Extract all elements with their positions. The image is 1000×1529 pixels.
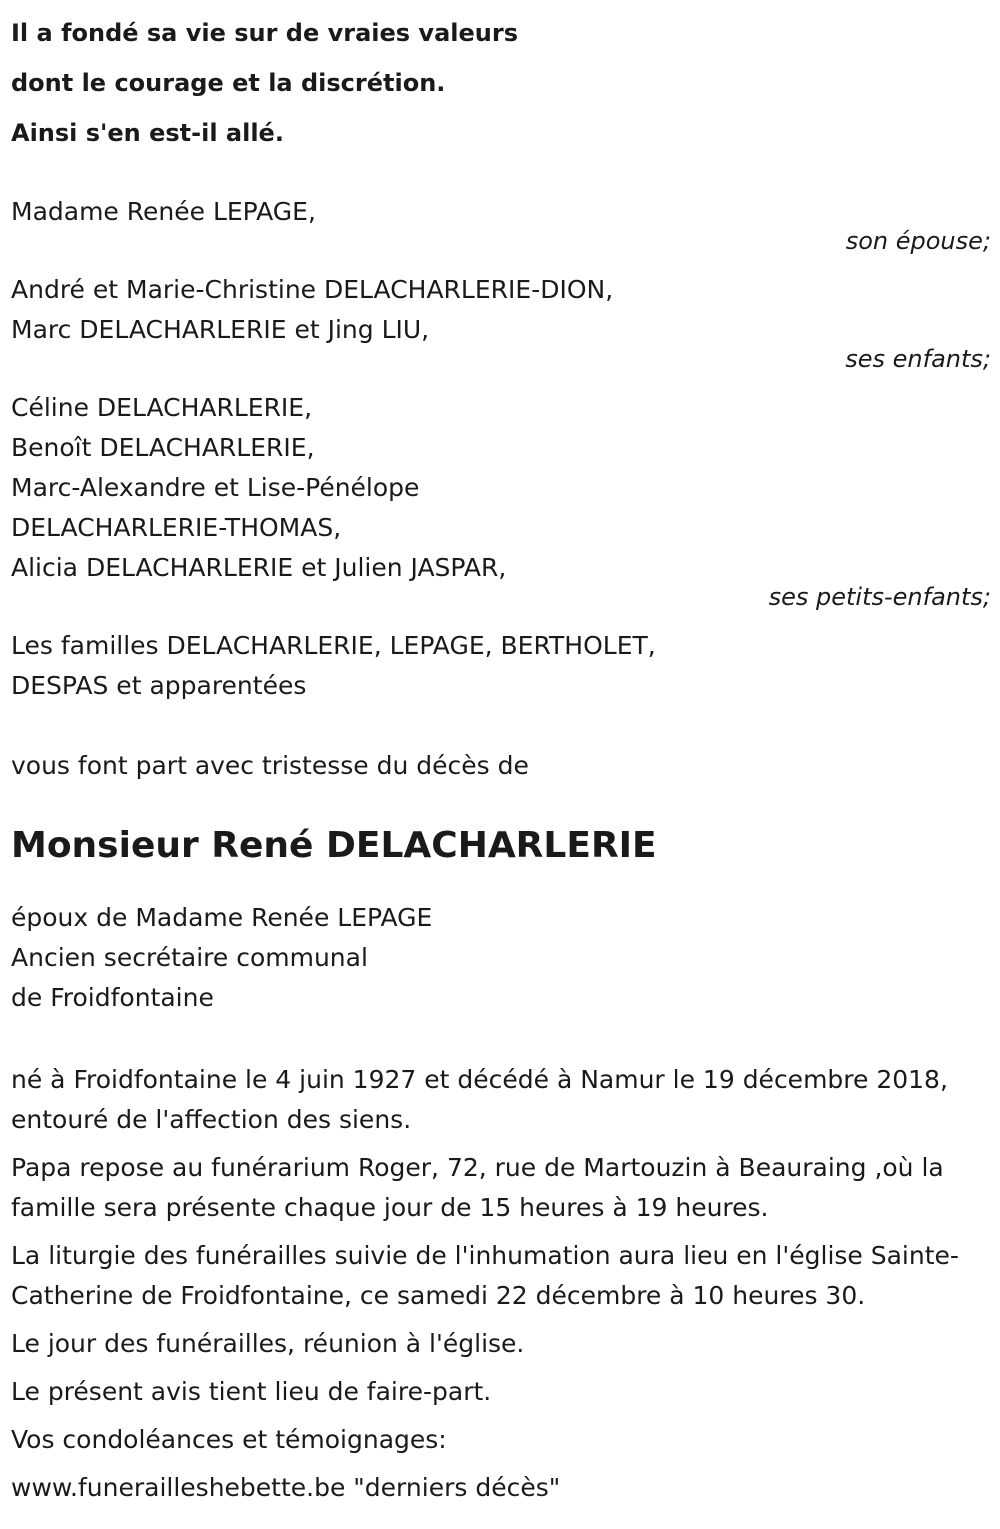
condolences-label: Vos condoléances et témoignages: — [11, 1425, 447, 1454]
family-name: DELACHARLERIE-THOMAS, — [11, 513, 342, 542]
family-name: DESPAS et apparentées — [11, 671, 307, 700]
title-line: Ancien secrétaire communal — [11, 943, 368, 972]
family-group-grandchildren — [11, 388, 991, 612]
family-name: Madame Renée LEPAGE, — [11, 197, 316, 226]
family-name: André et Marie-Christine DELACHARLERIE-DION, — [11, 275, 614, 304]
family-role: ses petits-enfants; — [768, 583, 991, 611]
epigraph-line: dont le courage et la discrétion. — [11, 69, 446, 97]
title-line: de Froidfontaine — [11, 983, 214, 1012]
deceased-titles — [11, 898, 991, 1018]
epigraph — [11, 8, 991, 158]
meeting-paragraph: Le jour des funérailles, réunion à l'église. — [11, 1329, 525, 1358]
announcement: vous font part avec tristesse du décès de — [11, 751, 529, 780]
obituary-notice — [11, 0, 991, 1508]
notice-paragraph: Le présent avis tient lieu de faire-part. — [11, 1377, 492, 1406]
title-line: époux de Madame Renée LEPAGE — [11, 903, 433, 932]
family-role: son épouse; — [845, 227, 991, 255]
family-name: Alicia DELACHARLERIE et Julien JASPAR, — [11, 553, 507, 582]
family-name: Marc-Alexandre et Lise-Pénélope — [11, 473, 420, 502]
epigraph-line: Ainsi s'en est-il allé. — [11, 119, 284, 147]
family-group-children — [11, 270, 991, 374]
family-group-spouse — [11, 192, 991, 256]
family-role: ses enfants; — [845, 345, 991, 373]
family-name: Céline DELACHARLERIE, — [11, 393, 313, 422]
epigraph-line: Il a fondé sa vie sur de vraies valeurs — [11, 19, 518, 47]
condolences-website-link[interactable]: www.funerailleshebette.be "derniers décès" — [11, 1473, 561, 1502]
funerarium-paragraph: Papa repose au funérarium Roger, 72, rue de Martouzin à Beauraing ,où la famille sera présente chaque jour de 15 heures à 19 heures. — [11, 1153, 944, 1222]
birth-death-paragraph: né à Froidfontaine le 4 juin 1927 et décédé à Namur le 19 décembre 2018, entouré de l'affection des siens. — [11, 1065, 948, 1134]
deceased-name: Monsieur René DELACHARLERIE — [11, 825, 657, 866]
details — [11, 1060, 991, 1508]
family-name: Les familles DELACHARLERIE, LEPAGE, BERTHOLET, — [11, 631, 656, 660]
liturgy-paragraph: La liturgie des funérailles suivie de l'inhumation aura lieu en l'église Sainte-Catherine de Froidfontaine, ce samedi 22 décembre à 10 heures 30. — [11, 1241, 959, 1310]
family-name: Benoît DELACHARLERIE, — [11, 433, 315, 462]
family-name: Marc DELACHARLERIE et Jing LIU, — [11, 315, 430, 344]
family-group-relatives — [11, 626, 991, 706]
